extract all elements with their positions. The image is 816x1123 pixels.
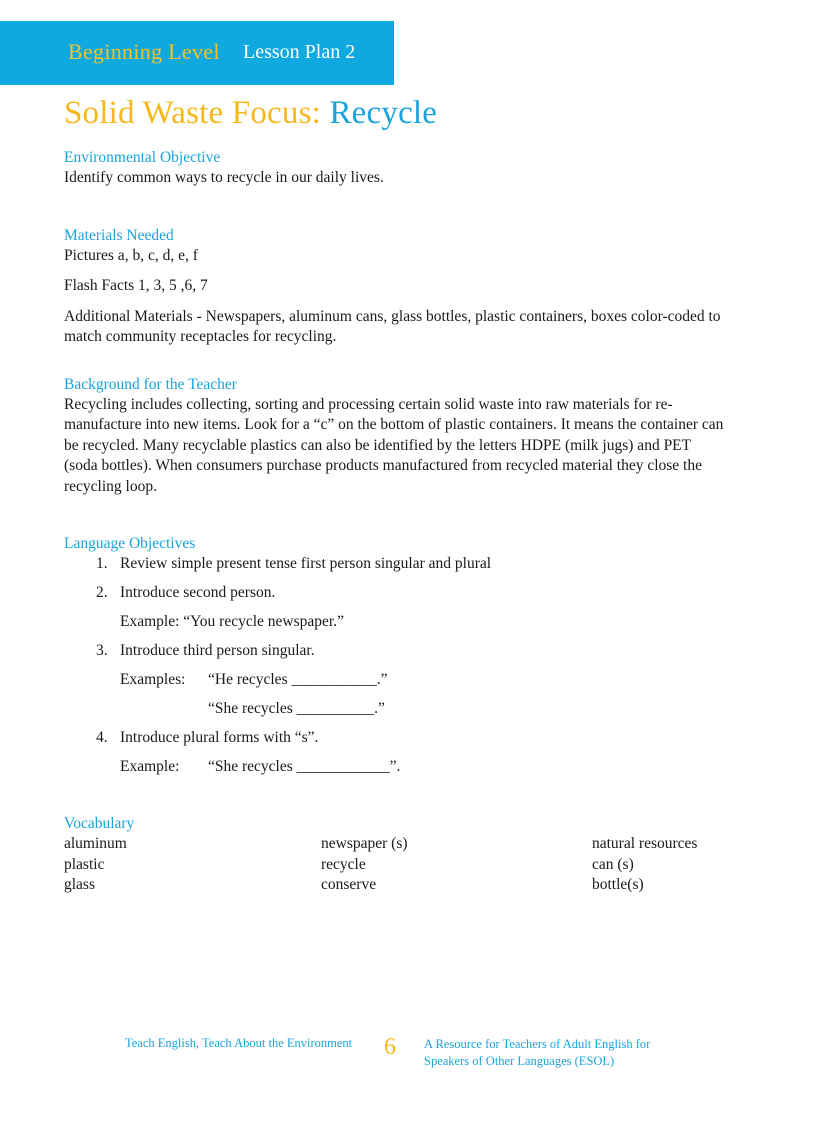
background-heading: Background for the Teacher xyxy=(64,375,237,393)
example-label: Example: xyxy=(120,613,180,630)
list-text: Introduce third person singular. xyxy=(120,642,315,659)
vocab-word: bottle(s) xyxy=(592,876,644,893)
example-line xyxy=(64,670,724,690)
environmental-heading: Environmental Objective xyxy=(64,149,221,166)
materials-item: Flash Facts 1, 3, 5 ,6, 7 xyxy=(64,277,208,294)
example-text: “You recycle newspaper.” xyxy=(183,613,344,630)
background-text: Recycling includes collecting, sorting and processing certain solid waste into raw materials for re-manufacture into new items. Look for a “c” on the bottom of plastic containers. It means the container can be recycled. Many recyclable plastics can also be identified by the letters HDPE (milk jugs) and PET (soda bottles). When consumers purchase products manufactured from recycled material they close the recycling loop. xyxy=(64,395,724,495)
list-text: Introduce second person. xyxy=(120,584,276,601)
footer-right-text xyxy=(424,1036,684,1070)
list-number: 4. xyxy=(96,729,108,746)
example-text: “She recycles __________.” xyxy=(208,700,385,717)
example-text: “He recycles ___________.” xyxy=(208,671,388,688)
materials-heading: Materials Needed xyxy=(64,226,174,244)
vocab-word: newspaper (s) xyxy=(321,835,408,852)
list-text: Introduce plural forms with “s”. xyxy=(120,729,319,746)
example-line xyxy=(64,699,724,719)
language-objectives-list xyxy=(64,554,724,777)
lesson-content xyxy=(64,148,724,896)
level-label: Beginning Level xyxy=(68,39,220,64)
footer-left-text: Teach English, Teach About the Environment xyxy=(125,1036,353,1050)
example-label: Examples: xyxy=(120,671,186,688)
header-bar xyxy=(0,21,394,85)
vocabulary-heading: Vocabulary xyxy=(64,815,135,832)
vocab-word: plastic xyxy=(64,855,105,873)
example-line xyxy=(64,612,724,632)
list-item xyxy=(64,728,724,748)
vocab-word: natural resources xyxy=(592,835,698,852)
lesson-plan-label: Lesson Plan 2 xyxy=(243,41,356,63)
vocab-word: can (s) xyxy=(592,855,634,873)
example-label: Example: xyxy=(120,758,180,775)
list-item xyxy=(64,583,724,603)
environmental-text: Identify common ways to recycle in our daily lives. xyxy=(64,169,384,186)
vocabulary-grid xyxy=(64,834,724,896)
materials-item: Additional Materials - Newspapers, aluminum cans, glass bottles, plastic containers, boxes color-coded to match community receptacles for recycling. xyxy=(64,307,721,345)
footer-right-line: A Resource for Teachers of Adult English for xyxy=(424,1037,651,1051)
vocab-word: conserve xyxy=(321,876,377,893)
list-number: 1. xyxy=(96,555,108,572)
list-text: Review simple present tense first person singular and plural xyxy=(120,555,492,572)
page-title xyxy=(64,95,437,132)
materials-item: Pictures a, b, c, d, e, f xyxy=(64,246,198,264)
page-number: 6 xyxy=(384,1034,396,1060)
vocab-word: glass xyxy=(64,876,95,893)
example-line xyxy=(64,757,724,777)
vocab-word: recycle xyxy=(321,855,366,873)
list-item xyxy=(64,554,724,574)
title-focus: Solid Waste Focus: xyxy=(64,95,322,131)
language-heading: Language Objectives xyxy=(64,535,196,552)
list-number: 3. xyxy=(96,642,108,659)
footer-right-line: Speakers of Other Languages (ESOL) xyxy=(424,1054,615,1068)
example-text: “She recycles ____________”. xyxy=(208,758,401,775)
title-topic: Recycle xyxy=(329,95,438,131)
vocab-word: aluminum xyxy=(64,835,127,852)
list-item xyxy=(64,641,724,661)
list-number: 2. xyxy=(96,584,108,601)
